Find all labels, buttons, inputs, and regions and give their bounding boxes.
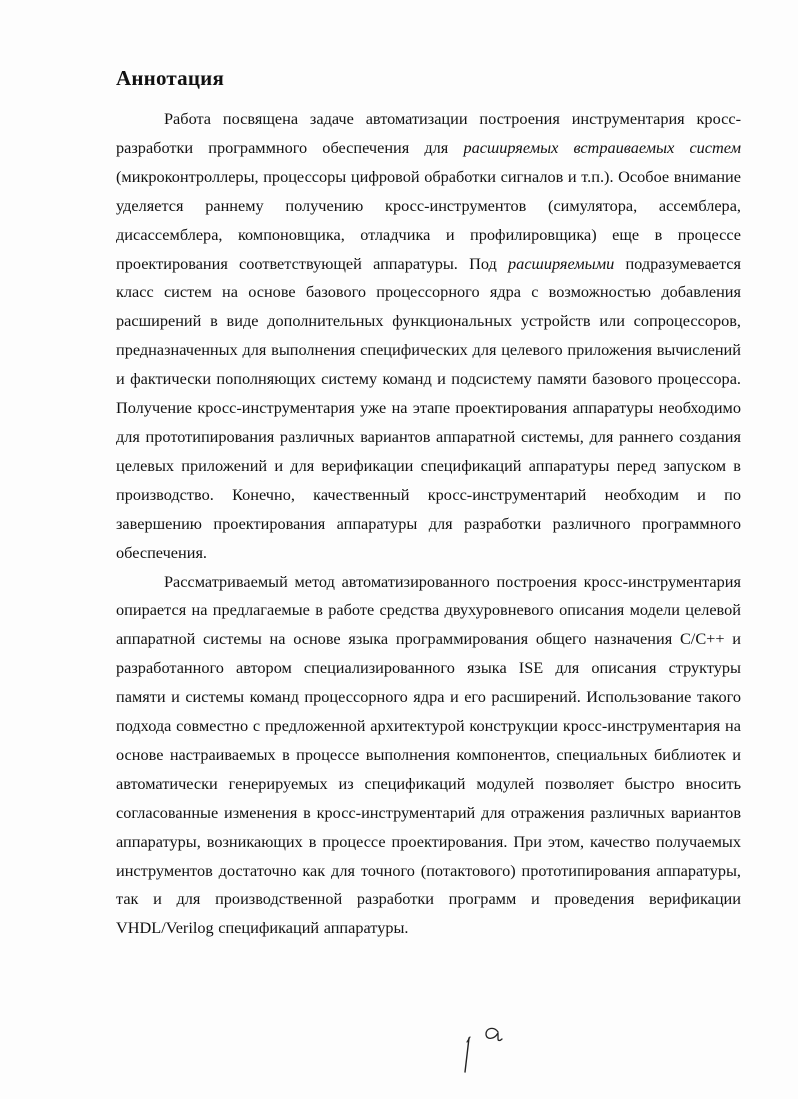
text-segment: Работа посвящена задаче автоматизации построения инструментария кросс-разработки программного обеспечения для xyxy=(116,109,741,157)
paragraph-2 xyxy=(116,568,741,944)
document-body xyxy=(116,105,741,943)
handwritten-page-number xyxy=(455,1022,515,1082)
text-segment: подразумевается класс систем на основе базового процессорного ядра с возможностью добавления расширений в виде дополнительных функциональных устройств или сопроцессоров, предназначенных для выполнения специфических для целевого приложения вычислений и фактически пополняющих систему команд и подсистему памяти базового процессора. Получение кросс-инструментария уже на этапе проектирования аппаратуры необходимо для прототипирования различных вариантов аппаратной системы, для раннего создания целевых приложений и для верификации спецификаций аппаратуры перед запуском в производство. Конечно, качественный кросс-инструментарий необходим и по завершению проектирования аппаратуры для разработки различного программного обеспечения. xyxy=(116,253,741,562)
text-segment: Рассматриваемый метод автоматизированного построения кросс-инструментария опирается на предлагаемые в работе средства двухуровневого описания модели целевой аппаратной системы на основе языка программирования общего назначения C/C++ и разработанного автором специализированного языка ISE для описания структуры памяти и системы команд процессорного ядра и его расширений. Использование такого подхода совместно с предложенной архитектурой конструкции кросс-инструментария на основе настраиваемых в процессе выполнения компонентов, специальных библиотек и автоматически генерируемых из спецификаций модулей позволяет быстро вносить согласованные изменения в кросс-инструментарий для отражения различных вариантов аппаратуры, возникающих в процессе проектирования. При этом, качество получаемых инструментов достаточно как для точного (потактового) прототипирования аппаратуры, так и для производственной разработки программ и проведения верификации VHDL/Verilog спецификаций аппаратуры. xyxy=(116,571,741,938)
paragraph-1 xyxy=(116,105,741,568)
italic-term: расширяемыми xyxy=(508,253,615,273)
italic-term: расширяемых встраиваемых систем xyxy=(463,137,742,157)
page-title: Аннотация xyxy=(116,66,225,90)
text-segment: (микроконтроллеры, процессоры цифровой обработки сигналов и т.п.). Особое внимание уделяется раннему получению кросс-инструментов (симулятора, ассемблера, дисассемблера, компоновщика, отладчика и профилировщика) еще в процессе проектирования соответствующей аппаратуры. Под xyxy=(116,166,741,273)
handwritten-page-number-mark xyxy=(455,1022,515,1082)
